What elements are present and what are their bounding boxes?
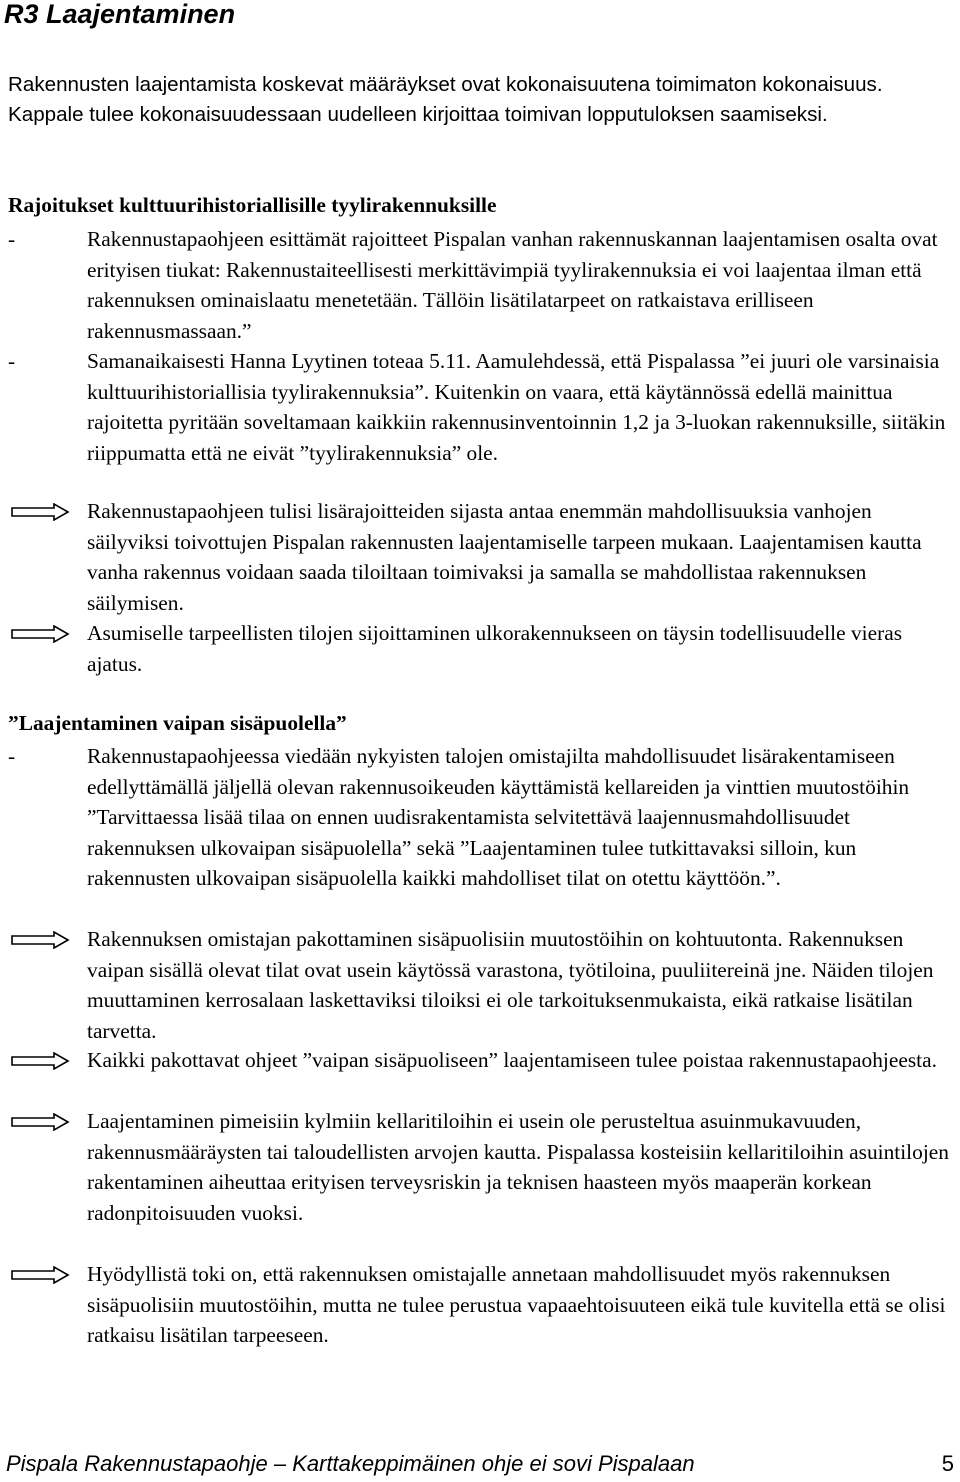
hollow-arrow-icon	[10, 503, 70, 521]
list-item-text: Samanaikaisesti Hanna Lyytinen toteaa 5.11. Aamulehdessä, että Pispalassa ”ei juuri ole varsinaisia kulttuurihistoriallisia tyylirakennuksia”. Kuitenkin on vaara, että käytännössä edellä mainittua rajoitetta pyritään soveltamaan kaikkiin rakennusinventoinnin 1,2 ja 3-luokan rakennuksille, siitäkin riippumatta että ne eivät ”tyylirakennuksia” ole.	[87, 349, 946, 465]
list-item	[0, 346, 952, 468]
list-item	[0, 1045, 952, 1076]
hollow-arrow-icon	[10, 625, 70, 643]
page-number: 5	[941, 1451, 954, 1476]
section-heading-inner-expansion: ”Laajentaminen vaipan sisäpuolella”	[8, 711, 347, 735]
list-item-text: Hyödyllistä toki on, että rakennuksen omistajalle annetaan mahdollisuudet myös rakennuksen sisäpuolisiin muutostöihin, mutta ne tulee perustua vapaaehtoisuuteen eikä tule kuvitella että se olisi ratkaisu lisätilan tarpeeseen.	[87, 1262, 946, 1347]
list-item-text: Rakennustapaohjeen esittämät rajoitteet Pispalan vanhan rakennuskannan laajentamisen osalta ovat erityisen tiukat: Rakennustaiteellisesti merkittävimpiä tyylirakennuksia ei voi laajentaa ilman että rakennuksen ominaislaatu menetetään. Tällöin lisätilatarpeet on ratkaistava erilliseen rakennusmassaan.”	[87, 227, 938, 343]
list-item	[0, 224, 952, 346]
list-item	[0, 496, 952, 618]
page-title: R3 Laajentaminen	[4, 0, 236, 29]
list-item-text: Rakennustapaohjeen tulisi lisärajoitteiden sijasta antaa enemmän mahdollisuuksia vanhojen säilyviksi toivottujen Pispalan rakennusten laajentamiselle tarpeen mukaan. Laajentamisen kautta vanha rakennus voidaan saada tiloiltaan toimivaksi ja samalla se mahdollistaa rakennuksen säilymisen.	[87, 499, 922, 615]
list-item	[0, 1106, 952, 1228]
list-item	[0, 1259, 952, 1351]
dash-bullet: -	[8, 349, 16, 373]
list-item	[0, 618, 952, 679]
hollow-arrow-icon	[10, 1266, 70, 1284]
list-item	[0, 924, 952, 1046]
list-item-text: Kaikki pakottavat ohjeet ”vaipan sisäpuoliseen” laajentamiseen tulee poistaa rakennustapaohjeesta.	[87, 1048, 937, 1072]
list-item-text: Asumiselle tarpeellisten tilojen sijoittaminen ulkorakennukseen on täysin todellisuudelle vieras ajatus.	[87, 621, 903, 676]
section-heading-restrictions: Rajoitukset kulttuurihistoriallisille tyylirakennuksille	[8, 193, 497, 217]
list-item-text: Rakennuksen omistajan pakottaminen sisäpuolisiin muutostöihin on kohtuutonta. Rakennuksen vaipan sisällä olevat tilat ovat usein käytössä varastona, työtiloina, puuliitereinä jne. Näiden tilojen muuttaminen kerrosalaan laskettaviksi tiloiksi ei ole tarkoituksenmukaista, eikä ratkaise lisätilan tarvetta.	[87, 927, 934, 1043]
hollow-arrow-icon	[10, 1052, 70, 1070]
hollow-arrow-icon	[10, 931, 70, 949]
intro-paragraph: Rakennusten laajentamista koskevat määräykset ovat kokonaisuutena toimimaton kokonaisuus. Kappale tulee kokonaisuudessaan uudelleen kirjoittaa toimivan lopputuloksen saamiseksi.	[8, 73, 883, 126]
list-item-text: Laajentaminen pimeisiin kylmiin kellaritiloihin ei usein ole perusteltua asuinmukavuuden, rakennusmääräysten tai taloudellisten arvojen kautta. Pispalassa kosteisiin kellaritiloihin asuintilojen rakentaminen aiheuttaa erityisen terveysriskin ja teknisen haasteen myös maaperän korkean radonpitoisuuden vuoksi.	[87, 1109, 949, 1225]
list-item-text: Rakennustapaohjeessa viedään nykyisten talojen omistajilta mahdollisuudet lisärakentamiseen edellyttämällä jäljellä olevan rakennusoikeuden käyttämistä kellareiden ja vinttien muutostöihin ”Tarvittaessa lisää tilaa on ennen uudisrakentamista selvitettävä laajennusmahdollisuudet rakennuksen ulkovaipan sisäpuolella” sekä ”Laajentaminen tulee tutkittavaksi silloin, kun rakennusten ulkovaipan sisäpuolella kaikki mahdolliset tilat on otettu käyttöön.”.	[87, 744, 910, 890]
list-item	[0, 741, 952, 894]
dash-bullet: -	[8, 227, 16, 251]
dash-bullet: -	[8, 744, 16, 768]
hollow-arrow-icon	[10, 1113, 70, 1131]
page-footer: Pispala Rakennustapaohje – Karttakeppimäinen ohje ei sovi Pispalaan	[6, 1451, 695, 1476]
